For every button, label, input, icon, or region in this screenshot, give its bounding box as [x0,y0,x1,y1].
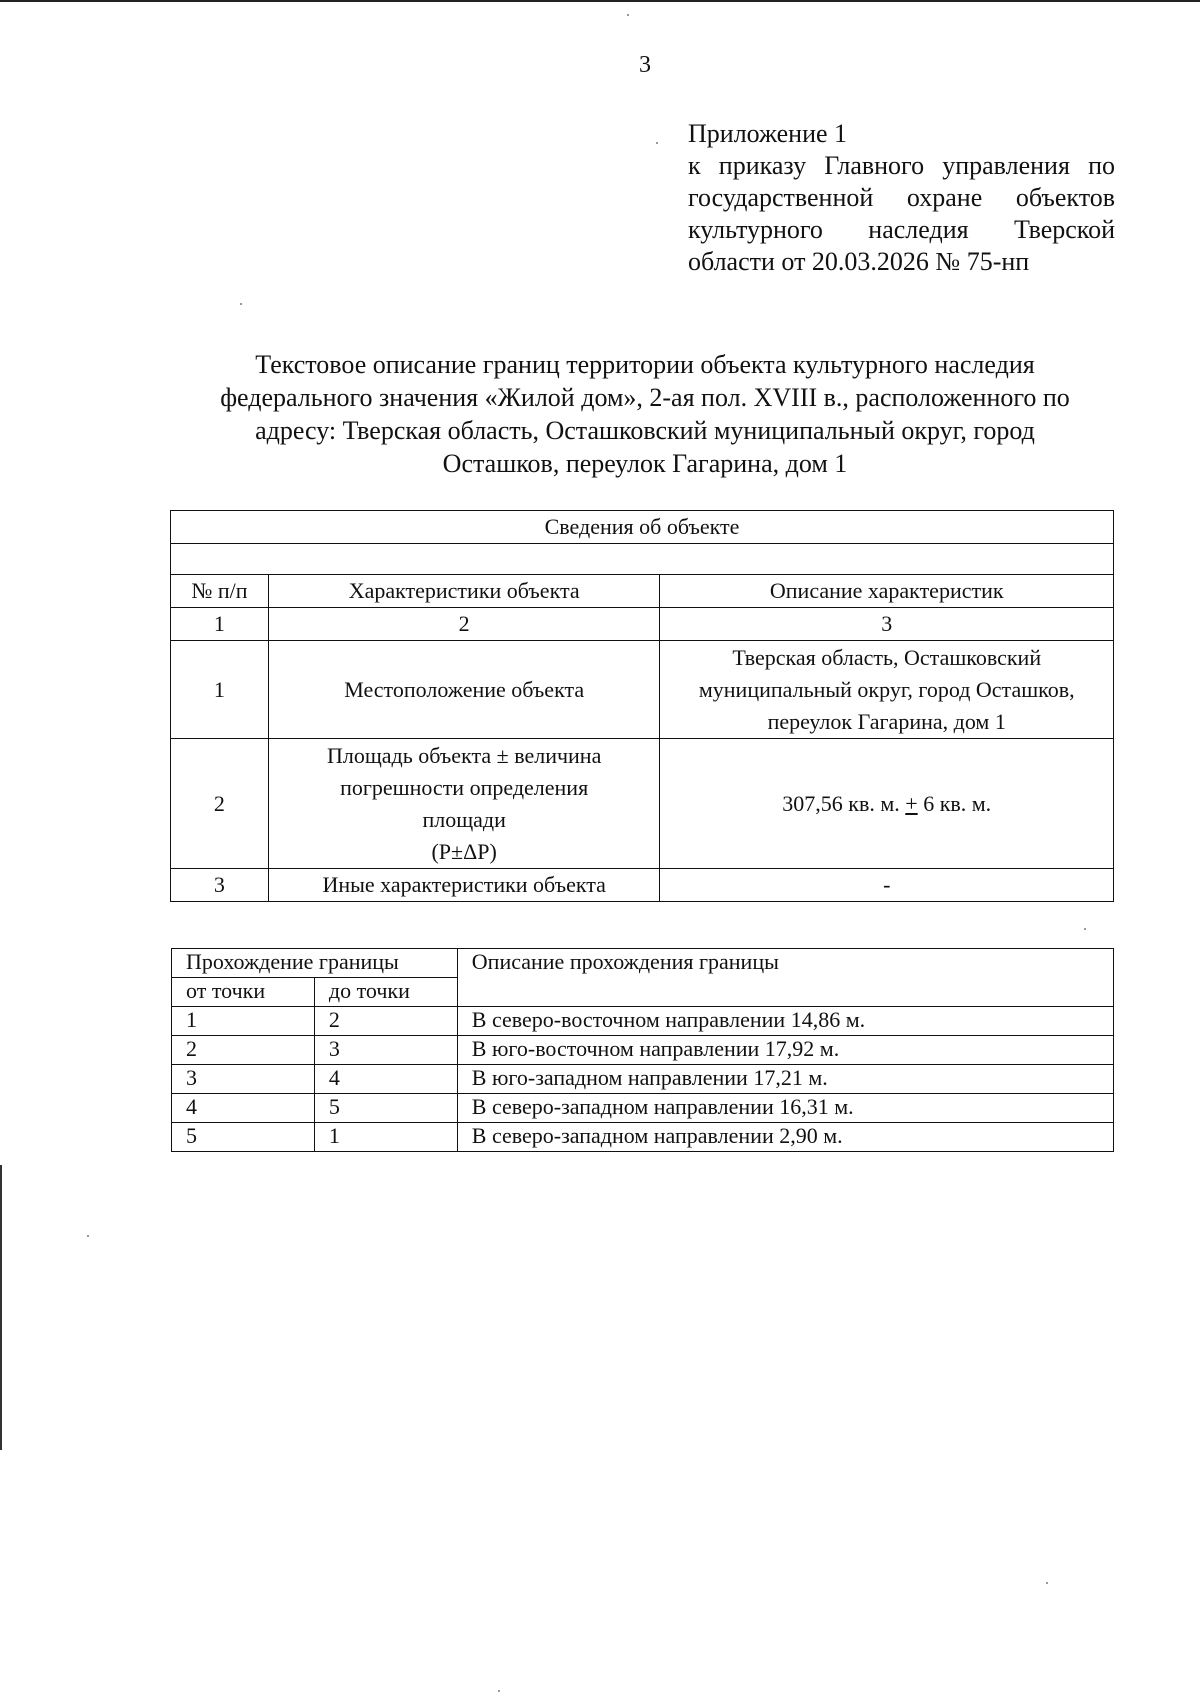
appendix-order-date: области от 20.03.2026 № 75-нп [688,247,1030,276]
appendix-label: Приложение 1 [688,119,848,148]
object-info-table [170,510,1114,902]
table-row [172,1123,1114,1152]
table-row [172,1036,1114,1065]
table-row [172,1065,1114,1094]
from-point: 5 [172,1123,315,1152]
boundary-table [171,948,1114,1152]
column-number: 2 [268,608,660,641]
characteristic-line: Площадь объекта ± величина [326,742,602,768]
from-point: 2 [172,1036,315,1065]
title-line: Осташков, переулок Гагарина, дом 1 [442,449,848,478]
header-to-point: до точки [314,978,457,1007]
to-point: 5 [314,1094,457,1123]
column-header-description: Описание характеристик [660,575,1114,608]
scan-speck [1084,928,1086,930]
row-characteristic: Местоположение объекта [268,641,660,739]
scan-speck [240,303,242,305]
scan-speck [87,1235,89,1237]
scan-speck [1046,1582,1048,1584]
row-number: 3 [171,869,269,902]
column-number: 1 [171,608,269,641]
from-point: 1 [172,1007,315,1036]
characteristic-line: погрешности определения [340,774,589,800]
scan-left-edge-mark [0,1330,2,1450]
title-line: федерального значения «Жилой дом», 2-ая пол. XVIII в., расположенного по [220,383,1070,412]
scan-speck [627,14,629,16]
row-characteristic: Иные характеристики объекта [268,869,660,902]
title-line: Текстовое описание границ территории объекта культурного наследия [255,350,1035,379]
row-number: 1 [171,641,269,739]
table-row [172,1094,1114,1123]
title-line: адресу: Тверская область, Осташковский муниципальный округ, город [255,416,1035,445]
appendix-reference [688,118,1115,278]
column-header-characteristic: Характеристики объекта [268,575,660,608]
characteristic-line: (Р±ΔР) [431,838,497,864]
segment-description: В северо-восточном направлении 14,86 м. [457,1007,1113,1036]
segment-description: В юго-восточном направлении 17,92 м. [457,1036,1113,1065]
row-number: 2 [171,739,269,869]
table-row [172,1007,1114,1036]
to-point: 1 [314,1123,457,1152]
plus-minus-sign: + [905,790,918,816]
document-title [150,348,1140,480]
table-row [171,869,1114,902]
segment-description: В северо-западном направлении 16,31 м. [457,1094,1113,1123]
area-value: 307,56 кв. м. [782,790,906,816]
header-description: Описание прохождения границы [457,949,1113,1007]
row-characteristic [268,739,660,869]
row-description [660,739,1114,869]
scan-speck [498,1690,500,1692]
scan-speck [656,142,658,144]
appendix-order-line: к приказу Главного управления по [688,151,1115,180]
to-point: 4 [314,1065,457,1094]
section-header: Сведения об объекте [171,511,1114,544]
column-number: 3 [660,608,1114,641]
from-point: 4 [172,1094,315,1123]
table-row [171,641,1114,739]
empty-row [171,544,1114,575]
header-passage: Прохождение границы [172,949,458,978]
table-row [171,739,1114,869]
page-number: 3 [639,52,651,78]
from-point: 3 [172,1065,315,1094]
description-line: муниципальный округ, город Осташков, [698,676,1075,702]
row-description [660,641,1114,739]
row-description: - [660,869,1114,902]
appendix-order-line: государственной охране объектов [688,183,1115,212]
scan-top-border [0,0,1200,2]
segment-description: В северо-западном направлении 2,90 м. [457,1123,1113,1152]
to-point: 2 [314,1007,457,1036]
description-line: переулок Гагарина, дом 1 [767,708,1006,734]
area-tolerance: 6 кв. м. [917,790,992,816]
characteristic-line: площади [422,806,506,832]
appendix-order-line: культурного наследия Тверской [688,215,1115,244]
column-header-number: № п/п [171,575,269,608]
segment-description: В юго-западном направлении 17,21 м. [457,1065,1113,1094]
to-point: 3 [314,1036,457,1065]
description-line: Тверская область, Осташковский [732,644,1042,670]
header-from-point: от точки [172,978,315,1007]
